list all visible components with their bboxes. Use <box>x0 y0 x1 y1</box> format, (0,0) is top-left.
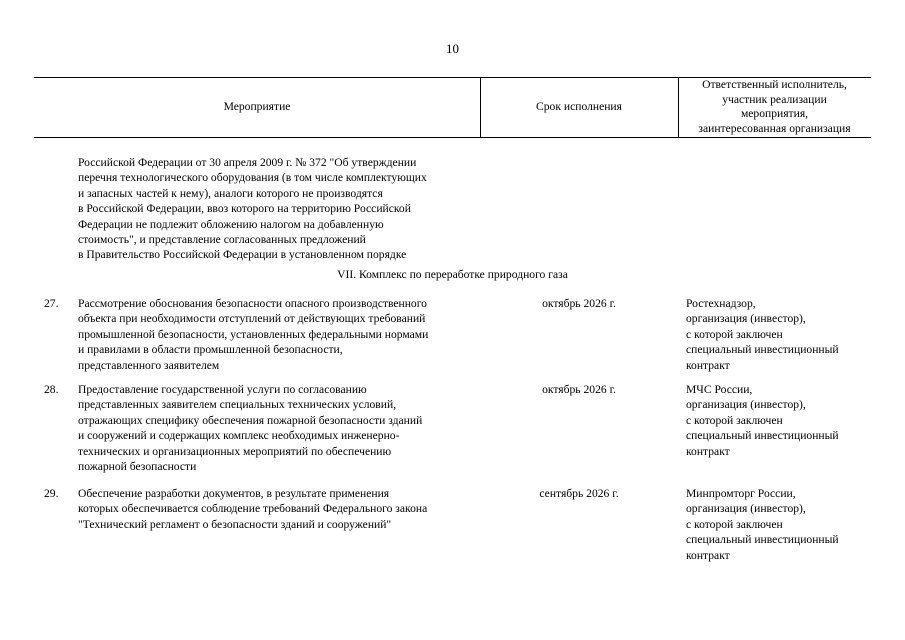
table-header-bottom-border <box>34 137 871 138</box>
continuation-text: Российской Федерации от 30 апреля 2009 г. № 372 "Об утверждении перечня технологического оборудования (в том числе комплектующих и запасных частей к нему), аналоги которого не производятся в Российской Федерации, ввоз которого на территорию Российской Федерации не подлежит обложению налогом на добавленную стоимость", и представление согласованных предложений в Правительство Российской Федерации в установленном порядке <box>78 156 427 262</box>
header-activity-cell <box>34 77 480 137</box>
section-title: VII. Комплекс по переработке природного газа <box>337 268 568 281</box>
row-number: 29. <box>44 487 59 500</box>
header-activity: Мероприятие <box>223 100 291 114</box>
row-activity: Рассмотрение обоснования безопасности опасного производственного объекта при необходимости отступлений от действующих требований промышленной безопасности, установленных федеральными нормами и правилами в области промышленной безопасности, представленного заявителем <box>78 297 429 372</box>
row-deadline: сентябрь 2026 г. <box>539 487 619 500</box>
header-deadline: Срок исполнения <box>536 100 622 114</box>
row-number: 28. <box>44 383 59 396</box>
row-deadline: октябрь 2026 г. <box>542 297 616 310</box>
row-activity: Обеспечение разработки документов, в результате применения которых обеспечивается соблюдение требований Федерального закона "Технический регламент о безопасности зданий и сооружений" <box>78 487 428 531</box>
row-number: 27. <box>44 297 59 310</box>
row-responsible: Ростехнадзор, организация (инвестор), с которой заключен специальный инвестиционный контракт <box>686 297 839 372</box>
row-responsible: Минпромторг России, организация (инвестор), с которой заключен специальный инвестиционный контракт <box>686 487 839 562</box>
row-deadline: октябрь 2026 г. <box>542 383 616 396</box>
row-responsible: МЧС России, организация (инвестор), с которой заключен специальный инвестиционный контракт <box>686 383 839 458</box>
header-responsible: Ответственный исполнитель, участник реализации мероприятия, заинтересованная организация <box>698 78 851 135</box>
row-activity: Предоставление государственной услуги по согласованию представленных заявителем специальных технических условий, отражающих специфику обеспечения пожарной безопасности зданий и сооружений и содержащих комплекс необходимых инженерно- технических и организационных мероприятий по обеспечению пожарной безопасности <box>78 383 423 474</box>
header-deadline-cell <box>480 77 678 137</box>
page-number: 10 <box>446 41 459 56</box>
